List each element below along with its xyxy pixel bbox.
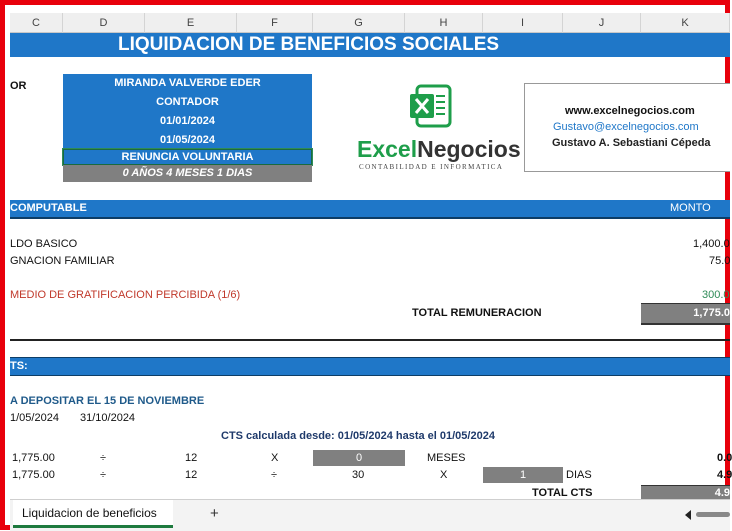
cts-months-unit: MESES (427, 452, 466, 464)
total-cts-label[interactable]: TOTAL CTS (532, 487, 593, 499)
cts-row2-divide2: ÷ (271, 469, 278, 481)
excel-logo-icon (408, 83, 454, 131)
cts-row2-divisor[interactable]: 12 (185, 469, 198, 481)
column-header-f[interactable]: F (237, 13, 313, 33)
cts-header-label: TS: (10, 360, 28, 372)
tenure-cell[interactable]: 0 AÑOS 4 MESES 1 DIAS (63, 165, 312, 182)
computable-header-label: COMPUTABLE (10, 202, 87, 214)
total-cts-value[interactable]: 4.9 (641, 485, 730, 501)
cts-row1-result[interactable]: 0.0 (717, 452, 732, 464)
cts-months-input[interactable]: 0 (313, 450, 405, 466)
family-allowance-value[interactable]: 75.0 (709, 255, 731, 267)
cts-date-from[interactable]: 1/05/2024 (10, 412, 59, 424)
cts-days-input[interactable]: 1 (483, 467, 563, 483)
gratification-label[interactable]: MEDIO DE GRATIFICACION PERCIBIDA (1/6) (10, 289, 241, 301)
cts-row2-amount[interactable]: 1,775.00 (12, 469, 55, 481)
sheet-tab-bar (10, 499, 730, 531)
left-label[interactable]: OR (10, 80, 27, 92)
website-link[interactable]: www.excelnegocios.com (565, 105, 695, 117)
column-header-j[interactable]: J (563, 13, 641, 33)
scrollbar-thumb[interactable] (696, 512, 730, 517)
sheet-tab-label: Liquidacion de beneficios (22, 506, 157, 520)
cts-row1-amount[interactable]: 1,775.00 (12, 452, 55, 464)
cts-row2-divide: ÷ (100, 469, 107, 481)
basic-salary-label[interactable]: LDO BASICO (10, 238, 78, 250)
deposit-label[interactable]: A DEPOSITAR EL 15 DE NOVIEMBRE (10, 395, 205, 407)
column-header-h[interactable]: H (405, 13, 483, 33)
column-header-d[interactable]: D (63, 13, 145, 33)
cts-row1-divide: ÷ (100, 452, 107, 464)
employee-position-cell[interactable]: CONTADOR (63, 93, 312, 112)
logo-word-excel: Excel (357, 136, 418, 162)
family-allowance-label[interactable]: GNACION FAMILIAR (10, 255, 115, 267)
cts-row2-multiply: X (440, 469, 448, 481)
cts-row2-days-divisor[interactable]: 30 (352, 469, 365, 481)
reason-cell[interactable]: RENUNCIA VOLUNTARIA (63, 149, 312, 165)
cts-row2-result[interactable]: 4.9 (717, 469, 732, 481)
start-date-cell[interactable]: 01/01/2024 (63, 112, 312, 131)
divider (10, 339, 730, 341)
cts-calc-label[interactable]: CTS calculada desde: 01/05/2024 hasta el 01/05/2024 (221, 430, 495, 442)
logo-wordmark (357, 136, 521, 163)
logo-word-negocios: Negocios (417, 136, 521, 162)
cts-date-to[interactable]: 31/10/2024 (80, 412, 136, 424)
cts-days-unit: DIAS (566, 469, 592, 481)
cts-row1-multiply: X (271, 452, 279, 464)
computable-header[interactable] (10, 200, 730, 219)
add-sheet-button[interactable]: + (210, 505, 219, 522)
email-link[interactable]: Gustavo@excelnegocios.com (553, 121, 699, 133)
horizontal-scrollbar[interactable] (694, 509, 730, 520)
title-banner[interactable] (10, 33, 730, 57)
author-name: Gustavo A. Sebastiani Cépeda (552, 137, 711, 149)
gratification-value[interactable]: 300.0 (702, 289, 730, 301)
cts-header[interactable] (10, 357, 730, 376)
cts-row1-divisor[interactable]: 12 (185, 452, 198, 464)
basic-salary-value[interactable]: 1,400.0 (693, 238, 730, 250)
total-remuneration-label[interactable]: TOTAL REMUNERACION (412, 307, 542, 319)
employee-name-cell[interactable]: MIRANDA VALVERDE EDER (63, 74, 312, 93)
sheet-tab-active[interactable] (13, 500, 173, 528)
column-header-g[interactable]: G (313, 13, 405, 33)
column-header-c[interactable]: C (10, 13, 63, 33)
column-header-k[interactable]: K (641, 13, 730, 33)
page-title: LIQUIDACION DE BENEFICIOS SOCIALES (118, 34, 500, 55)
scroll-left-icon[interactable] (685, 510, 691, 520)
total-remuneration-value[interactable]: 1,775.0 (641, 303, 730, 325)
monto-header-label: MONTO (670, 202, 711, 214)
logo-tagline: CONTABILIDAD E INFORMATICA (359, 163, 504, 171)
column-header-e[interactable]: E (145, 13, 237, 33)
column-header-i[interactable]: I (483, 13, 563, 33)
end-date-cell[interactable]: 01/05/2024 (63, 131, 312, 149)
